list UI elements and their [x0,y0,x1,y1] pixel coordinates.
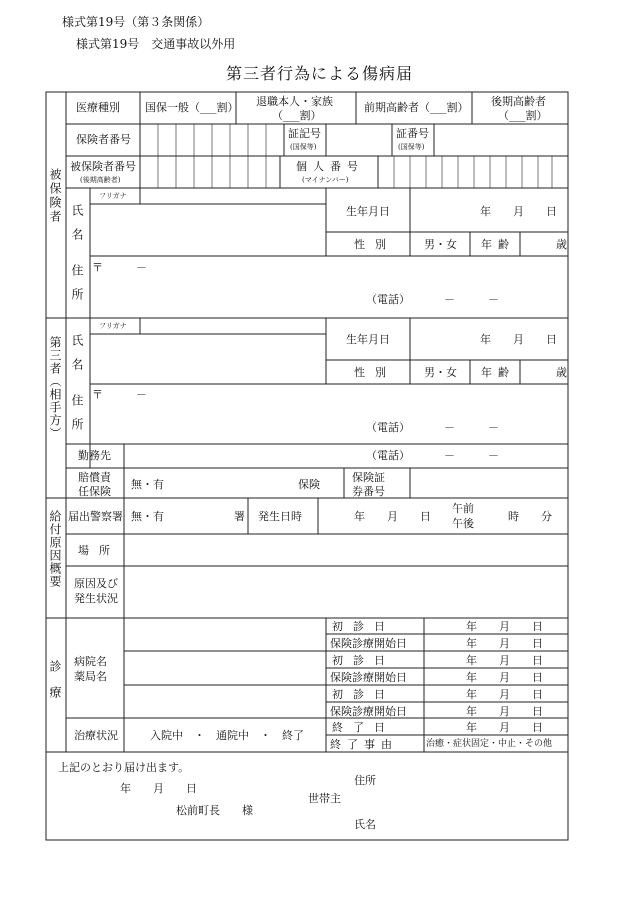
am-option[interactable]: 午前 [452,502,474,515]
liability-label-1: 賠償責 [78,471,111,484]
hospital-field-3[interactable] [126,687,324,717]
footer-name-label: 氏名 [354,818,376,831]
insured-address-label: 住所 [70,264,84,312]
workplace-label: 勤務先 [78,449,111,462]
third-sex-label: 性別 [354,366,396,379]
cert-number-field[interactable] [438,128,564,152]
form-subtitle: 様式第19号 交通事故以外用 [76,37,236,51]
insured-age-unit: 歳 [556,238,567,251]
ins-start-label-1: 保険診療開始日 [330,637,407,650]
first-visit-label-1: 初診日 [332,620,395,633]
liability-option[interactable]: 無・有 [131,478,164,491]
type-elderly-late-rate: （___割） [498,109,548,122]
insured-furigana-label: フリガナ [99,192,127,200]
medical-type-label: 医療種別 [76,101,120,114]
policy-number-label-2: 券番号 [352,485,385,498]
first-visit-date-3[interactable]: 年 月 日 [466,688,543,701]
insured-number-label: 被保険者番号 [70,160,136,173]
end-reason-option[interactable]: 治癒・症状固定・中止・その他 [426,739,553,749]
first-visit-date-2[interactable]: 年 月 日 [466,654,543,667]
place-label: 場所 [78,544,120,557]
insured-postal[interactable]: 〒 － [92,261,147,274]
ins-start-date-2[interactable]: 年 月 日 [466,671,543,684]
insured-number-sub: (後期高齢者) [80,176,121,184]
hospital-field-1[interactable] [126,620,324,650]
insured-dob-value[interactable]: 年 月 日 [480,205,557,218]
cause-field[interactable] [126,568,566,616]
type-general-option[interactable]: 国保一般（___割） [145,101,239,114]
police-report-label: 届出警察署 [68,510,123,523]
type-retired-rate: （___割） [272,109,322,122]
cert-sign-sub: (国保等) [290,143,317,151]
cert-sign-field[interactable] [332,128,388,152]
statement-text: 上記のとおり届け出ます。 [58,761,190,774]
treatment-status-option[interactable]: 入院中 ・ 通院中 ・ 終了 [150,729,304,742]
page-title: 第三者行為による傷病届 [226,64,414,83]
insured-phone-value[interactable]: － － [444,293,499,306]
workplace-phone-value[interactable]: － － [444,449,499,462]
insured-furigana-field[interactable] [142,190,324,202]
end-date-value[interactable]: 年 月 日 [466,721,543,734]
workplace-phone-label: （電話） [366,449,410,462]
type-elderly-pre-option[interactable]: 前期高齢者（___割） [364,101,469,114]
footer-name-field[interactable] [380,816,564,832]
insurer-number-label: 保険者番号 [76,133,131,146]
end-date-label: 終了日 [332,721,395,734]
third-name-label: 氏名 [70,334,84,382]
insured-name-label: 氏名 [70,204,84,252]
cert-sign-label: 証記号 [288,127,321,140]
cause-label-1: 原因及び [74,577,118,590]
cert-number-sub: (国保等) [398,143,425,151]
policy-number-label-1: 保険証 [352,471,385,484]
police-report-option[interactable]: 無・有 [131,510,164,523]
occurred-datetime-label: 発生日時 [258,510,302,523]
hospital-field-2[interactable] [126,653,324,683]
first-visit-label-2: 初診日 [332,654,395,667]
householder-label: 世帯主 [308,792,341,805]
footer-date[interactable]: 年 月 日 [120,782,197,795]
insured-sex-option[interactable]: 男・女 [424,238,457,251]
third-age-unit: 歳 [556,366,567,379]
insured-name-field[interactable] [92,206,324,254]
footer-address-label: 住所 [354,774,376,787]
footer-address-field[interactable] [380,772,564,788]
third-dob-label: 生年月日 [346,333,390,346]
end-reason-label: 終了事由 [330,738,398,751]
place-field[interactable] [126,536,566,564]
ins-start-date-3[interactable]: 年 月 日 [466,705,543,718]
insured-sex-label: 性別 [354,238,396,251]
insured-age-label: 年齢 [481,238,515,251]
my-number-label: 個人番号 [296,160,364,173]
police-station-suffix: 署 [234,510,245,523]
third-sex-option[interactable]: 男・女 [424,366,457,379]
ins-start-label-3: 保険診療開始日 [330,705,407,718]
third-phone-value[interactable]: － － [444,421,499,434]
type-elderly-late-option[interactable]: 後期高齢者 [491,95,546,108]
section-third-party: 第三者（相手方） [48,336,62,440]
cause-label-2: 発生状況 [74,592,118,605]
form-number: 様式第19号（第３条関係） [62,15,210,29]
third-postal[interactable]: 〒 － [92,388,147,401]
treatment-status-label: 治療状況 [74,729,118,742]
liability-insurance-suffix: 保険 [298,478,320,491]
pm-option[interactable]: 午後 [452,517,474,530]
my-number-sub: (マイナンバー) [302,176,349,184]
ins-start-label-2: 保険診療開始日 [330,671,407,684]
insured-dob-label: 生年月日 [346,205,390,218]
section-treatment: 診療 [48,660,62,712]
type-retired-option[interactable]: 退職本人・家族 [256,95,333,108]
section-overview: 給付原因概要 [48,510,62,588]
first-visit-date-1[interactable]: 年 月 日 [466,620,543,633]
insured-phone-label: （電話） [366,293,410,306]
first-visit-label-3: 初診日 [332,688,395,701]
third-dob-value[interactable]: 年 月 日 [480,333,557,346]
liability-label-2: 任保険 [78,485,111,498]
third-age-label: 年齢 [481,366,515,379]
mayor-addressee: 松前町長 様 [176,804,253,817]
ins-start-date-1[interactable]: 年 月 日 [466,637,543,650]
hospital-label-1: 病院名 [74,655,107,668]
cert-number-label: 証番号 [396,127,429,140]
third-name-field[interactable] [92,336,324,382]
section-insured: 被保険者 [48,168,62,224]
third-address-label: 住所 [70,394,84,442]
occurred-date-value[interactable]: 年 月 日 [354,510,431,523]
third-phone-label: （電話） [366,421,410,434]
occurred-time-value[interactable]: 時 分 [508,510,552,523]
third-furigana-label: フリガナ [99,322,127,330]
hospital-label-2: 薬局名 [74,670,107,683]
